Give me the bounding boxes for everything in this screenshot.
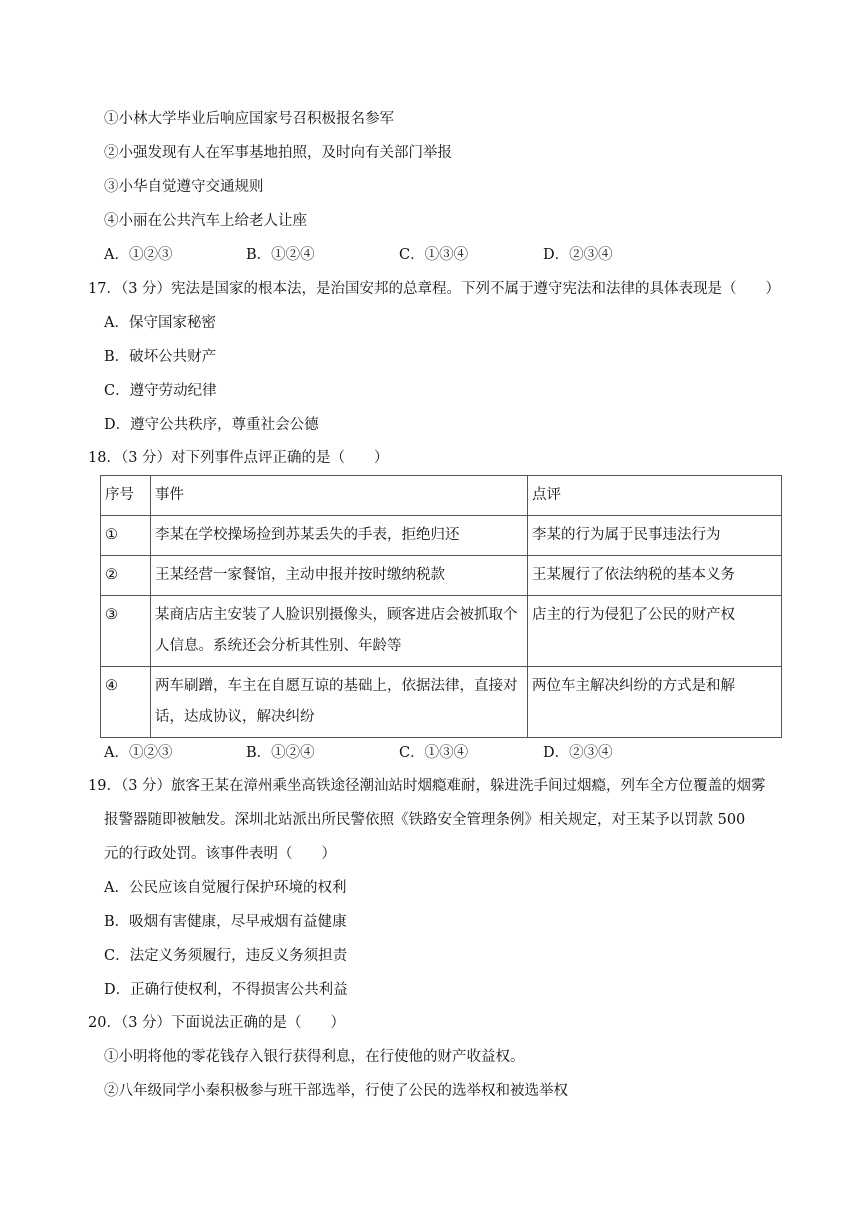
q19-option-b[interactable]: B．吸烟有害健康，尽早戒烟有益健康 [104,914,347,930]
table-header-row [101,476,782,516]
q18-option-c[interactable]: C．①③④ [399,745,469,761]
q17-option-c[interactable]: C．遵守劳动纪律 [104,383,217,399]
header-comment: 点评 [528,476,782,516]
q18-event-table [100,475,782,738]
row-number: ③ [101,596,151,667]
q16-item-4: ④小丽在公共汽车上给老人让座 [104,213,307,229]
q19-stem-line-3: 元的行政处罚。该事件表明（ ） [104,846,336,862]
q16-item-2: ②小强发现有人在军事基地拍照，及时向有关部门举报 [104,145,452,161]
q16-option-a[interactable]: A．①②③ [104,247,173,263]
q16-option-d[interactable]: D．②③④ [543,247,613,263]
row-comment: 两位车主解决纠纷的方式是和解 [528,667,782,738]
row-comment: 王某履行了依法纳税的基本义务 [528,556,782,596]
q17-option-a[interactable]: A．保守国家秘密 [104,315,216,331]
q16-option-b[interactable]: B．①②④ [246,247,315,263]
q19-option-d[interactable]: D．正确行使权利，不得损害公共利益 [104,982,348,998]
q19-stem-line-1: 19．（3 分）旅客王某在漳州乘坐高铁途径潮汕站时烟瘾难耐，躲进洗手间过烟瘾，列车全方位覆盖的烟雾 [88,778,766,794]
table-row [101,596,782,667]
q16-item-1: ①小林大学毕业后响应国家号召积极报名参军 [104,111,394,127]
row-event: 王某经营一家餐馆，主动申报并按时缴纳税款 [151,556,528,596]
q20-item-2: ②八年级同学小秦积极参与班干部选举，行使了公民的选举权和被选举权 [104,1083,568,1099]
header-event: 事件 [151,476,528,516]
row-number: ④ [101,667,151,738]
table-row [101,667,782,738]
q18-stem: 18．（3 分）对下列事件点评正确的是（ ） [88,450,389,466]
q20-stem: 20．（3 分）下面说法正确的是（ ） [88,1015,346,1031]
q17-option-d[interactable]: D．遵守公共秩序，尊重社会公德 [104,417,319,433]
row-number: ② [101,556,151,596]
q19-stem-line-2: 报警器随即被触发。深圳北站派出所民警依照《铁路安全管理条例》相关规定，对王某予以罚款 500 [104,812,746,828]
q17-stem: 17．（3 分）宪法是国家的根本法，是治国安邦的总章程。下列不属于遵守宪法和法律的具体表现是（ ） [88,281,781,297]
row-number: ① [101,516,151,556]
row-event: 两车刷蹭，车主在自愿互谅的基础上，依据法律，直接对话，达成协议，解决纠纷 [151,667,528,738]
table-row [101,556,782,596]
table-row [101,516,782,556]
q19-option-c[interactable]: C．法定义务须履行，违反义务须担责 [104,948,348,964]
row-event: 某商店店主安装了人脸识别摄像头，顾客进店会被抓取个人信息。系统还会分析其性别、年龄等 [151,596,528,667]
header-number: 序号 [101,476,151,516]
row-comment: 店主的行为侵犯了公民的财产权 [528,596,782,667]
q16-item-3: ③小华自觉遵守交通规则 [104,179,264,195]
q20-item-1: ①小明将他的零花钱存入银行获得利息，在行使他的财产收益权。 [104,1049,525,1065]
q17-option-b[interactable]: B．破坏公共财产 [104,349,217,365]
q18-option-d[interactable]: D．②③④ [543,745,613,761]
row-event: 李某在学校操场捡到苏某丢失的手表，拒绝归还 [151,516,528,556]
q18-option-b[interactable]: B．①②④ [246,745,315,761]
row-comment: 李某的行为属于民事违法行为 [528,516,782,556]
q16-option-c[interactable]: C．①③④ [399,247,469,263]
q18-option-a[interactable]: A．①②③ [104,745,173,761]
q19-option-a[interactable]: A．公民应该自觉履行保护环境的权利 [104,880,347,896]
